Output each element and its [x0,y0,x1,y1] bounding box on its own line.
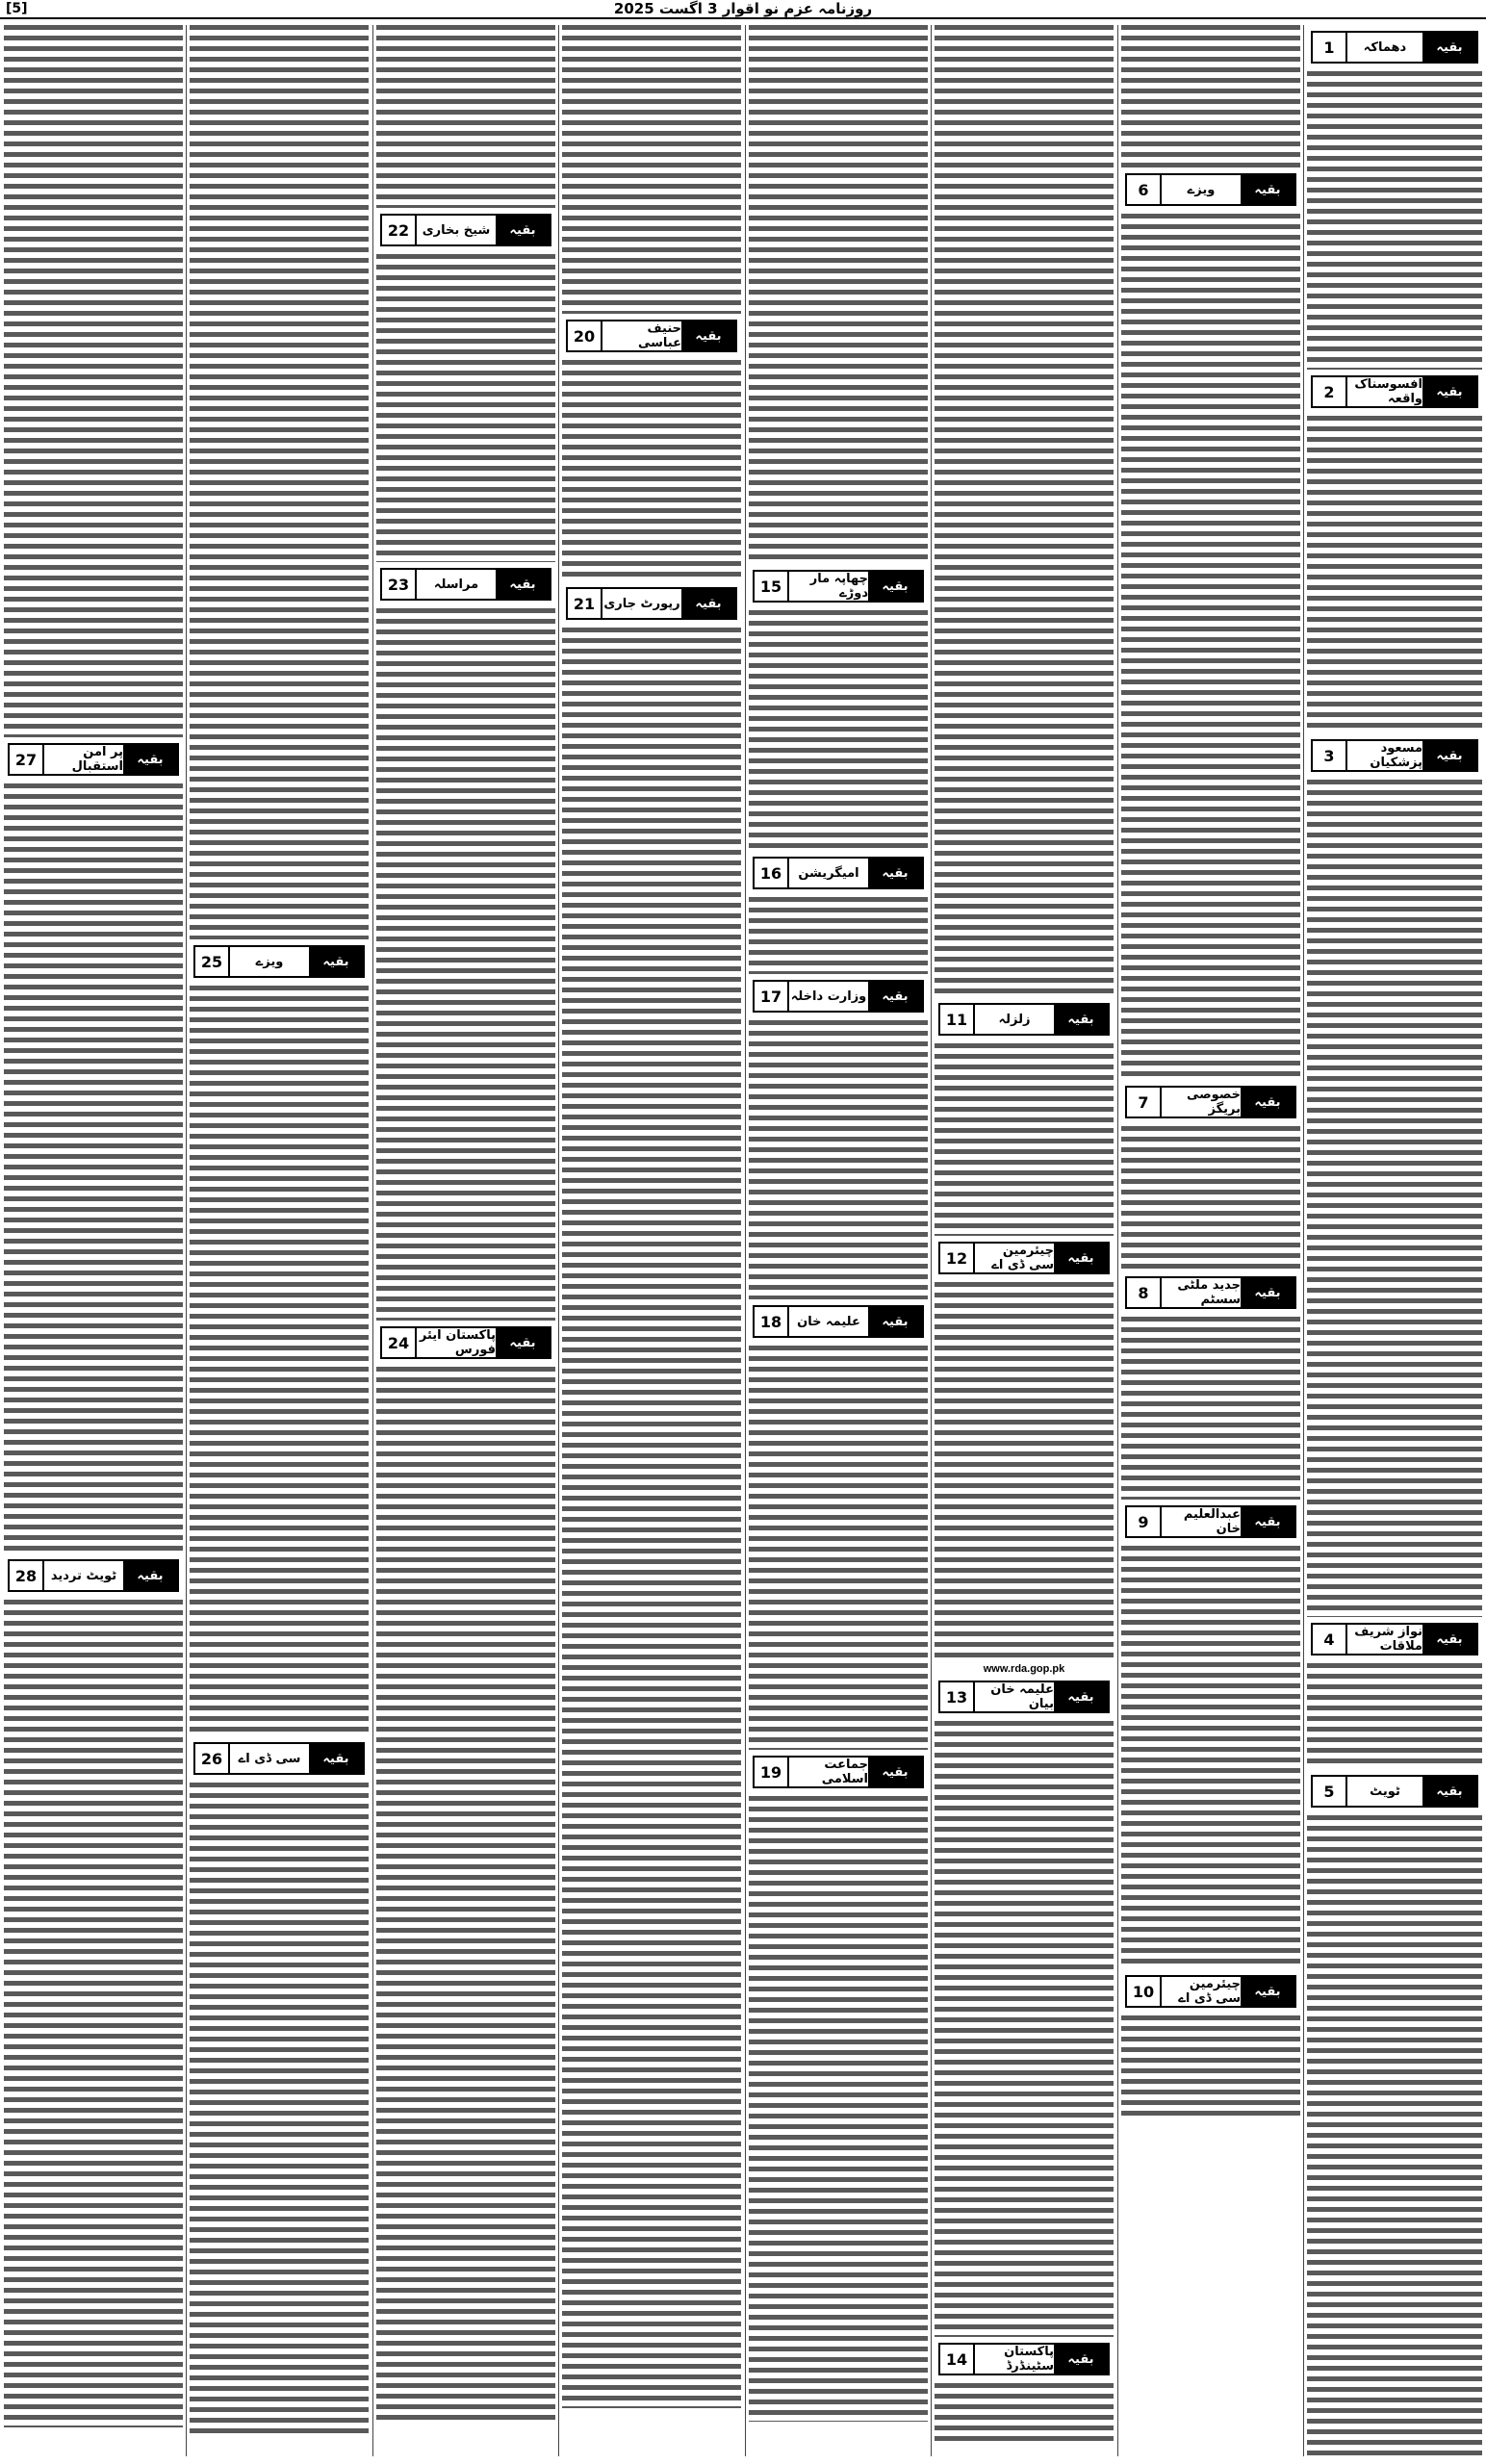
article-text [376,608,555,1321]
continuation-box-5 [1311,1775,1478,1808]
continued-tag: بقیہ [1054,2345,1108,2374]
box-number: 14 [940,2345,975,2374]
continuation-box-18 [753,1305,924,1338]
continued-tag: بقیہ [1422,1625,1476,1654]
article-text [1121,214,1300,1080]
article-text [749,610,928,851]
continuation-box-10 [1125,1975,1296,2008]
continuation-box-27 [8,743,179,776]
continued-tag: بقیہ [309,947,363,976]
continuation-box-21 [566,587,737,620]
box-number: 21 [568,589,602,618]
box-label: افسوسناک واقعہ [1354,377,1422,406]
article-text [935,1043,1114,1236]
continuation-box-25 [193,945,365,978]
box-number: 7 [1127,1088,1162,1116]
continued-tag: بقیہ [496,216,550,244]
continued-tag: بقیہ [681,589,735,618]
continued-tag: بقیہ [496,1328,550,1357]
box-label: چیئرمین سی ڈی اے [1178,1977,1241,2006]
continued-tag: بقیہ [868,1307,922,1336]
article-text [935,1282,1114,1657]
box-label: چیئرمین سی ڈی اے [991,1244,1054,1272]
continuation-box-7 [1125,1086,1296,1118]
column-rule [745,25,746,2456]
newspaper-title: روزنامہ عزم نو اقوار 3 اگست 2025 [613,0,873,17]
article-text [935,1721,1114,2337]
continuation-box-8 [1125,1276,1296,1309]
article-text [190,1783,369,2437]
masthead [0,0,1486,19]
column-rule [931,25,932,2456]
continued-tag: بقیہ [1422,741,1476,770]
box-label: ٹویٹ [1370,1784,1400,1799]
box-number: 9 [1127,1507,1162,1536]
box-label: ٹویٹ تردید [50,1568,117,1583]
continuation-box-24 [380,1326,551,1359]
continued-tag: بقیہ [868,572,922,601]
box-label: نواز شریف ملاقات [1354,1625,1422,1654]
box-label: جدید ملٹی سسٹم [1177,1278,1241,1307]
column-3 [935,25,1114,2456]
article-text [1307,1663,1482,1769]
article-text [376,1367,555,2426]
box-label: شیخ بخاری [422,222,491,238]
box-number: 15 [755,572,789,601]
article-text [935,25,1114,997]
box-number: 24 [382,1328,417,1357]
box-label: ویزے [1187,182,1216,197]
continued-tag: بقیہ [123,745,177,774]
continued-tag: بقیہ [868,1758,922,1786]
box-label: مراسلہ [433,577,479,592]
box-number: 4 [1313,1625,1347,1654]
continued-tag: بقیہ [123,1561,177,1590]
box-label: پر امن استقبال [71,745,123,774]
box-number: 25 [195,947,230,976]
continued-tag: بقیہ [1241,1278,1294,1307]
article-text [935,2383,1114,2441]
box-number: 6 [1127,175,1162,204]
box-label: چھاپہ مار دوڑے [809,572,868,601]
continuation-box-3 [1311,739,1478,772]
continued-tag: بقیہ [1422,33,1476,62]
article-text [1307,1815,1482,2456]
continued-tag: بقیہ [868,859,922,887]
article-text [4,1600,183,2427]
article-text [749,1796,928,2422]
box-number: 16 [755,859,789,887]
article-text [1121,1126,1300,1270]
continuation-box-1 [1311,31,1478,64]
box-number: 5 [1313,1777,1347,1806]
box-number: 22 [382,216,417,244]
column-5 [562,25,741,2456]
box-label: سی ڈی اے [238,1751,301,1766]
continuation-box-17 [753,980,924,1013]
continuation-box-22 [380,214,551,246]
column-8 [4,25,183,2456]
box-label: ویزے [255,954,284,969]
column-6 [376,25,555,2456]
continuation-box-2 [1311,375,1478,408]
box-number: 27 [10,745,44,774]
continuation-box-19 [753,1756,924,1788]
continued-tag: بقیہ [1422,1777,1476,1806]
article-text [190,25,369,939]
continued-tag: بقیہ [496,570,550,599]
article-text [562,628,741,2408]
article-text [749,1020,928,1299]
box-number: 2 [1313,377,1347,406]
continued-tag: بقیہ [309,1744,363,1773]
box-label: امیگریشن [798,865,859,881]
box-number: 17 [755,982,789,1011]
box-label: دھماکہ [1363,39,1407,55]
article-text [1121,1546,1300,1969]
continuation-box-23 [380,568,551,601]
continuation-box-6 [1125,173,1296,206]
continued-tag: بقیہ [1241,1507,1294,1536]
continued-tag: بقیہ [1422,377,1476,406]
continued-tag: بقیہ [681,321,735,350]
article-text [1121,1317,1300,1500]
continued-tag: بقیہ [1241,175,1294,204]
continued-tag: بقیہ [868,982,922,1011]
article-text [190,986,369,1736]
article-text [1121,25,1300,167]
continuation-box-16 [753,857,924,889]
column-rule [372,25,373,2456]
continuation-box-28 [8,1559,179,1592]
continued-tag: بقیہ [1054,1244,1108,1272]
box-number: 13 [940,1682,975,1711]
box-number: 10 [1127,1977,1162,2006]
column-rule [1303,25,1304,2456]
continuation-box-26 [193,1742,365,1775]
continuation-box-20 [566,320,737,352]
article-text [4,783,183,1553]
box-number: 26 [195,1744,230,1773]
box-label: علیمہ خان [797,1314,860,1329]
continued-tag: بقیہ [1241,1088,1294,1116]
column-2 [1121,25,1300,2456]
article-text [749,897,928,974]
box-label: جماعت اسلامی [821,1758,868,1786]
box-label: حنیف عباسی [637,321,681,350]
continued-tag: بقیہ [1241,1977,1294,2006]
box-number: 23 [382,570,417,599]
box-number: 3 [1313,741,1347,770]
column-rule [1117,25,1118,2456]
continuation-box-4 [1311,1623,1478,1656]
box-number: 8 [1127,1278,1162,1307]
box-number: 19 [755,1758,789,1786]
column-4 [749,25,928,2456]
article-text [749,1346,928,1750]
article-text [4,25,183,737]
continuation-box-12 [938,1242,1110,1274]
article-text [1307,780,1482,1617]
continuation-box-15 [753,570,924,603]
website-url: www.rda.gop.pk [983,1663,1065,1675]
column-1 [1307,25,1482,2456]
page-number: [5] [6,1,28,16]
continuation-box-9 [1125,1505,1296,1538]
column-rule [186,25,187,2456]
box-number: 28 [10,1561,44,1590]
article-text [1307,416,1482,733]
column-rule [558,25,559,2456]
box-number: 11 [940,1005,975,1034]
continuation-box-11 [938,1003,1110,1036]
box-label: پاکستان سٹینڈرڈ [1004,2345,1054,2374]
column-7 [190,25,369,2456]
continuation-box-13 [938,1681,1110,1713]
box-number: 12 [940,1244,975,1272]
article-text [376,254,555,562]
box-label: مسعود پزشکیان [1370,741,1422,770]
box-label: عبدالعلیم خان [1183,1507,1241,1536]
continued-tag: بقیہ [1054,1682,1108,1711]
article-text [376,25,555,208]
continuation-box-14 [938,2343,1110,2375]
article-text [1121,2015,1300,2121]
box-label: رپورٹ جاری [603,596,680,611]
box-label: زلزلہ [998,1012,1031,1027]
box-number: 1 [1313,33,1347,62]
box-label: علیمہ خان بیان [990,1682,1054,1711]
box-label: وزارت داخلہ [790,988,867,1004]
box-number: 20 [568,321,602,350]
box-label: پاکستان ایئر فورس [419,1328,496,1357]
article-text [562,25,741,314]
article-text [562,360,741,581]
continued-tag: بقیہ [1054,1005,1108,1034]
box-number: 18 [755,1307,789,1336]
article-text [749,25,928,564]
box-label: خصوصی بریگز [1186,1088,1241,1116]
article-text [1307,71,1482,370]
